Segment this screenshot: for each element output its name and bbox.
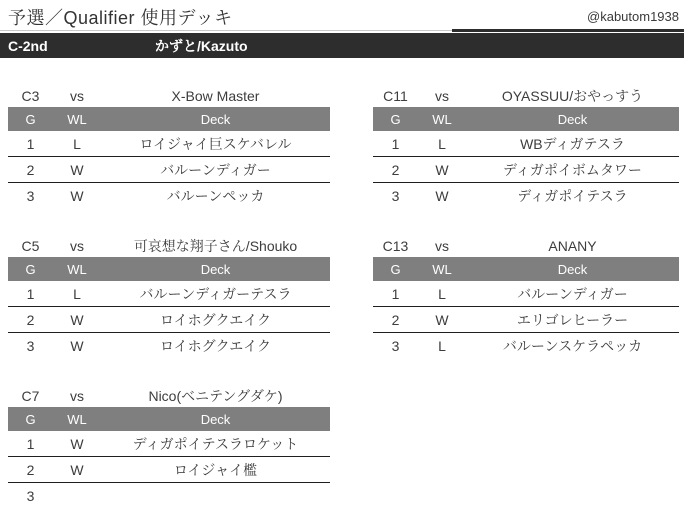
match-id: C11 — [383, 88, 408, 104]
match-table-c11 — [373, 85, 679, 209]
game-number: 1 — [26, 135, 35, 152]
deck-name: ディガポイボムタワー — [503, 161, 642, 178]
col-header-wl: WL — [67, 261, 87, 277]
col-header-g: G — [25, 261, 36, 277]
game-number: 3 — [26, 188, 35, 204]
deck-name: ロイホグクエイク — [159, 338, 272, 354]
col-header-wl: WL — [432, 261, 452, 277]
game-row — [8, 307, 330, 333]
table-header-row — [8, 107, 330, 131]
game-number: 3 — [391, 188, 400, 204]
game-number: 3 — [391, 338, 400, 354]
col-header-g: G — [390, 111, 401, 127]
opponent-name: Nico(ベニテングダケ) — [148, 388, 283, 404]
vs-label: vs — [435, 88, 449, 104]
deck-name: エリゴレヒーラー — [516, 311, 629, 328]
col-header-deck: Deck — [557, 261, 588, 277]
game-row — [8, 131, 330, 157]
deck-name: WBディガテスラ — [520, 135, 625, 152]
col-header-g: G — [390, 261, 401, 277]
match-table-c3 — [8, 85, 330, 209]
deck-name: ディガポイテスラロケット — [132, 435, 299, 452]
game-number: 1 — [26, 435, 35, 452]
vs-label: vs — [70, 388, 84, 404]
deck-name: バルーンディガー — [160, 161, 271, 178]
game-result: W — [70, 461, 84, 478]
game-result: L — [73, 135, 81, 152]
game-row — [8, 431, 330, 457]
game-result: W — [70, 338, 84, 354]
deck-name: ロイジャイ巨スケバレル — [139, 135, 292, 152]
game-result: L — [438, 338, 446, 354]
vs-label: vs — [70, 238, 84, 254]
opponent-name: 可哀想な翔子さん/Shouko — [133, 238, 298, 254]
opponent-name: OYASSUU/おやっすう — [501, 88, 644, 104]
match-title-row — [373, 235, 679, 257]
game-row — [373, 131, 679, 157]
match-title-row — [8, 235, 330, 257]
col-header-deck: Deck — [200, 111, 231, 127]
game-number: 1 — [391, 285, 400, 302]
game-number: 1 — [391, 135, 400, 152]
game-result: W — [70, 435, 84, 452]
col-header-wl: WL — [67, 111, 87, 127]
deck-name: ロイジャイ檻 — [173, 461, 258, 478]
vs-label: vs — [70, 88, 84, 104]
table-header-row — [8, 407, 330, 431]
game-row — [8, 333, 330, 359]
game-row — [8, 281, 330, 307]
match-title-row — [8, 385, 330, 407]
match-title-row — [373, 85, 679, 107]
right-column — [373, 85, 679, 385]
match-table-c13 — [373, 235, 679, 359]
game-row — [373, 183, 679, 209]
table-header-row — [373, 107, 679, 131]
deck-name: バルーンスケラペッカ — [502, 338, 643, 354]
vs-label: vs — [435, 238, 449, 254]
match-table-c5 — [8, 235, 330, 359]
handle-underline — [452, 29, 684, 32]
game-row — [8, 457, 330, 483]
col-header-deck: Deck — [200, 261, 231, 277]
game-result: W — [435, 161, 449, 178]
match-id: C7 — [21, 388, 40, 404]
page-title: 予選／Qualifier 使用デッキ — [8, 8, 233, 28]
col-header-g: G — [25, 411, 36, 427]
game-number: 3 — [26, 338, 35, 354]
match-id: C13 — [382, 238, 409, 254]
twitter-handle: @kabutom1938 — [587, 9, 679, 24]
col-header-deck: Deck — [200, 411, 231, 427]
deck-name: ディガポイテスラ — [517, 188, 628, 204]
match-title-row — [8, 85, 330, 107]
game-row — [8, 183, 330, 209]
deck-name: バルーンペッカ — [166, 188, 265, 204]
player-name: かずと/Kazuto — [155, 37, 248, 54]
game-row — [8, 483, 330, 508]
col-header-wl: WL — [432, 111, 452, 127]
match-table-c7 — [8, 385, 330, 508]
game-result: W — [70, 311, 84, 328]
match-id: C5 — [21, 238, 40, 254]
game-result: L — [438, 135, 446, 152]
deck-name: ロイホグクエイク — [159, 311, 272, 328]
game-row — [373, 333, 679, 359]
game-result: W — [435, 188, 449, 204]
game-number: 1 — [26, 285, 35, 302]
game-result: L — [73, 285, 81, 302]
game-result: L — [438, 285, 446, 302]
game-number: 2 — [26, 161, 35, 178]
col-header-deck: Deck — [557, 111, 588, 127]
game-number: 2 — [391, 161, 400, 178]
game-row — [373, 307, 679, 333]
col-header-wl: WL — [67, 411, 87, 427]
deck-name: バルーンディガー — [517, 285, 628, 302]
table-header-row — [373, 257, 679, 281]
col-header-g: G — [25, 111, 36, 127]
game-row — [373, 281, 679, 307]
table-header-row — [8, 257, 330, 281]
game-result: W — [435, 311, 449, 328]
game-number: 2 — [26, 311, 35, 328]
game-number: 2 — [391, 311, 400, 328]
player-header-bar — [0, 33, 684, 58]
opponent-name: ANANY — [548, 238, 597, 254]
game-result: W — [70, 188, 84, 204]
game-number: 2 — [26, 461, 35, 478]
player-result: C-2nd — [8, 37, 48, 54]
game-row — [373, 157, 679, 183]
deck-name: バルーンディガーテスラ — [139, 285, 292, 302]
match-id: C3 — [21, 88, 40, 104]
game-result: W — [70, 161, 84, 178]
game-row — [8, 157, 330, 183]
left-column — [8, 85, 330, 508]
opponent-name: X-Bow Master — [171, 88, 260, 104]
game-number: 3 — [26, 488, 35, 504]
